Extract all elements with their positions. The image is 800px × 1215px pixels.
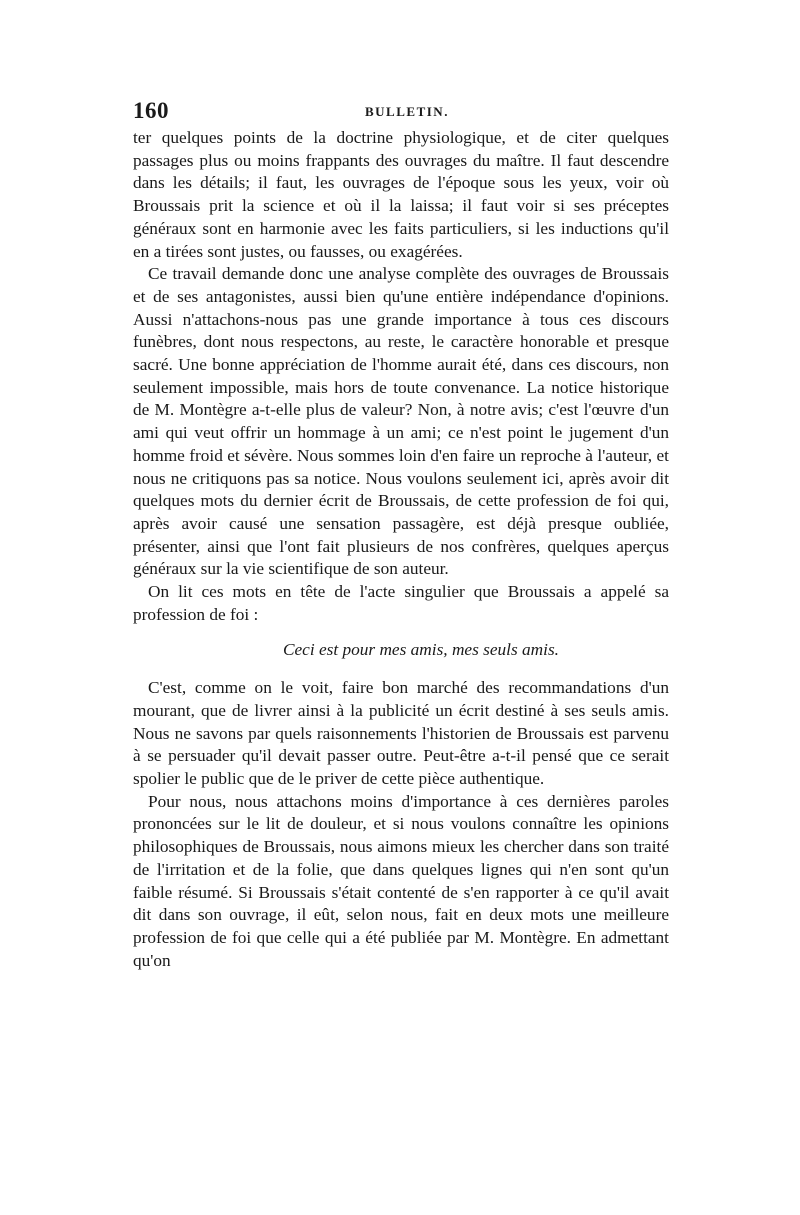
page-number: 160 <box>133 98 169 123</box>
paragraph: On lit ces mots en tête de l'acte singulier que Broussais a appelé sa profession de foi : <box>133 582 669 624</box>
running-head <box>133 98 669 128</box>
paragraph-continuation: ter quelques points de la doctrine physiologique, et de citer quelques passages plus ou moins frappants des ouvrages du maître. Il faut descendre dans les détails; il faut, les ouvrages de l'époque sous les yeux, voir où Broussais prit la science et où il la laissa; il faut voir si ses préceptes généraux sont en harmonie avec les faits particuliers, si les inductions qu'il en a tirées sont justes, ou fausses, ou exagérées. <box>133 128 669 261</box>
paragraph: Pour nous, nous attachons moins d'importance à ces dernières paroles prononcées sur le lit de douleur, et si nous voulons connaître les opinions philosophiques de Broussais, nous aimons mieux les chercher dans son traité de l'irritation et de la folie, que dans quelques lignes qui n'en sont qu'un faible résumé. Si Broussais s'était contenté de s'en rapporter à ce qu'il avait dit dans son ouvrage, il eût, selon nous, fait en deux mots une meilleure profession de foi que celle qui a été publiée par M. Montègre. En admettant qu'on <box>133 791 669 970</box>
paragraph: Ce travail demande donc une analyse complète des ouvrages de Broussais et de ses antagonistes, aussi bien qu'une entière indépendance d'opinions. Aussi n'attachons-nous pas une grande importance à tous ces discours funèbres, dont nous respectons, au reste, le caractère honorable et presque sacré. Une bonne appréciation de l'homme aurait été, dans ces discours, non seulement impossible, mais hors de toute convenance. La notice historique de M. Montègre a-t-elle plus de valeur? Non, à notre avis; c'est l'œuvre d'un ami qui veut offrir un hommage à un ami; ce n'est point le jugement d'un homme froid et sévère. Nous sommes loin d'en faire un reproche à l'auteur, et nous ne critiquons pas sa notice. Nous voulons seulement ici, après avoir dit quelques mots du dernier écrit de Broussais, de cette profession de foi qui, après avoir causé une sensation passagère, est déjà presque oubliée, présenter, ainsi que l'ont fait plusieurs de nos confrères, quelques aperçus généraux sur la vie scientifique de son auteur. <box>133 264 669 579</box>
body-text <box>133 127 669 972</box>
paragraph: C'est, comme on le voit, faire bon marché des recommandations d'un mourant, que de livrer ainsi à la publicité un écrit destiné à ses seuls amis. Nous ne savons par quels raisonnements l'historien de Broussais est parvenu à se persuader qu'il devait passer outre. Peut-être a-t-il pensé que ce serait spolier le public que de le priver de cette pièce authentique. <box>133 678 669 788</box>
running-title: BULLETIN. <box>365 104 449 119</box>
quoted-epigraph: Ceci est pour mes amis, mes seuls amis. <box>282 640 559 660</box>
